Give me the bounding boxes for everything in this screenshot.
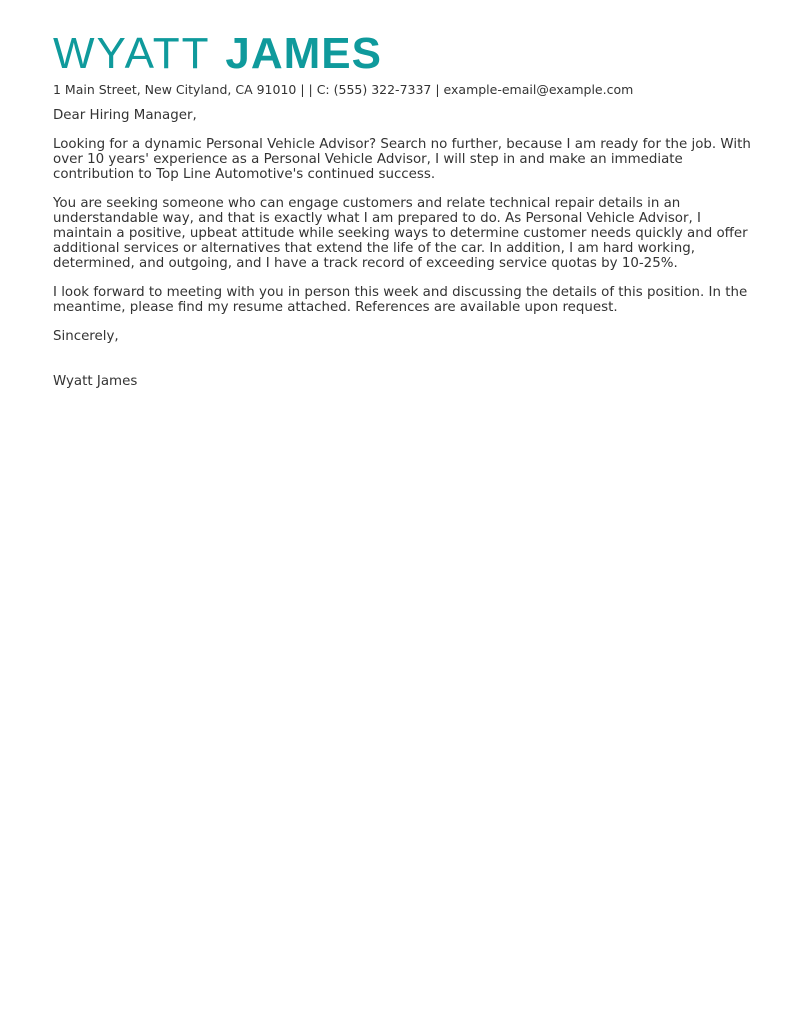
paragraph-intro: Looking for a dynamic Personal Vehicle Advisor? Search no further, because I am ready for the job. With over 10 years' experience as a Personal Vehicle Advisor, I will step in and make an immediate contribution to Top Line Automotive's continued success. [53, 137, 751, 182]
salutation: Dear Hiring Manager, [53, 108, 197, 123]
first-name: WYATT [53, 29, 211, 78]
letter-body [53, 108, 753, 389]
cover-letter-page [53, 30, 753, 389]
last-name: JAMES [225, 29, 382, 78]
paragraph-closing-request: I look forward to meeting with you in person this week and discussing the details of this position. In the meantime, please find my resume attached. References are available upon request. [53, 285, 748, 315]
applicant-name-heading [53, 30, 753, 79]
signature: Wyatt James [53, 374, 138, 389]
closing: Sincerely, [53, 329, 119, 344]
contact-line: 1 Main Street, New Cityland, CA 91010 | | C: (555) 322-7337 | example-email@example.com [53, 82, 634, 97]
paragraph-qualifications: You are seeking someone who can engage customers and relate technical repair details in an understandable way, and that is exactly what I am prepared to do. As Personal Vehicle Advisor, I maintain a positive, upbeat attitude while seeking ways to determine customer needs quickly and offer additional services or alternatives that extend the life of the car. In addition, I am hard working, determined, and outgoing, and I have a track record of exceeding service quotas by 10-25%. [53, 196, 748, 271]
